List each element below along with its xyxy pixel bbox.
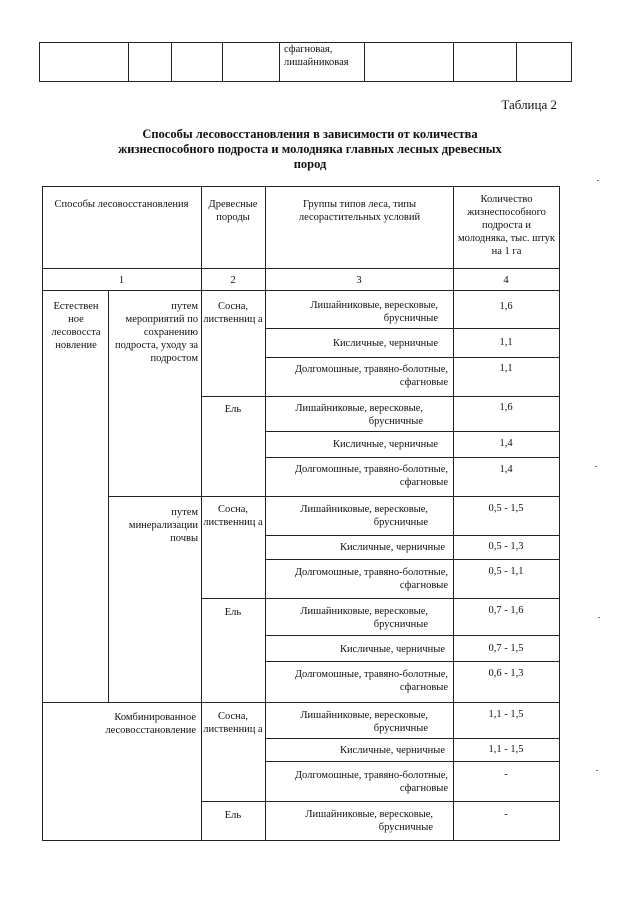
- fragment-cell: [365, 43, 454, 82]
- value-cell: 0,7 - 1,6: [488, 605, 524, 616]
- forest-type-lichen: Лишайниковые, вересковые, брусничные: [300, 606, 428, 630]
- species-spruce: Ель: [224, 404, 242, 415]
- row-line: [265, 457, 560, 458]
- col-number: 2: [230, 275, 236, 286]
- col-number: 3: [356, 275, 362, 286]
- value-cell: 1,4: [499, 464, 513, 475]
- row-line: [265, 559, 560, 560]
- row-line: [265, 738, 560, 739]
- row-line: [201, 598, 560, 599]
- value-cell: 1,4: [499, 438, 513, 449]
- row-line: [201, 801, 560, 802]
- row-line: [201, 396, 560, 397]
- species-pine: Сосна, лиственниц а: [203, 711, 263, 735]
- forest-type-sorrel: Кисличные, черничные: [332, 439, 438, 450]
- table-border-bottom: [42, 840, 560, 841]
- value-cell: 1,6: [499, 402, 513, 413]
- header-methods: Способы лесовосстановления: [54, 199, 189, 210]
- value-cell: -: [504, 809, 508, 820]
- row-line: [265, 328, 560, 329]
- header-species: Древесные породы: [208, 199, 258, 223]
- table-border-right: [559, 186, 560, 841]
- forest-type-sorrel: Кисличные, черничные: [332, 338, 438, 349]
- scan-speck: [596, 770, 598, 771]
- numbers-divider: [42, 290, 560, 291]
- value-cell: 1,1: [499, 337, 513, 348]
- forest-type-longmoss: Долгомошные, травяно-болотные, сфагновые: [294, 669, 448, 693]
- row-line: [42, 702, 560, 703]
- table-caption: Таблица 2: [501, 97, 557, 112]
- subsection-mineralization: путем минерализации почвы: [128, 507, 198, 544]
- row-line: [265, 635, 560, 636]
- subsection-preservation: путем мероприятий по сохранению подроста, уходу за подростом: [114, 301, 198, 364]
- row-line: [265, 431, 560, 432]
- previous-table-fragment: [39, 42, 572, 82]
- forest-type-longmoss: Долгомошные, травяно-болотные, сфагновые: [294, 770, 448, 794]
- value-cell: 0,5 - 1,3: [488, 541, 524, 552]
- table-title: Способы лесовосстановления в зависимости от количества жизнеспособного подроста и молодняка главных лесных древесных пород: [118, 127, 502, 171]
- forest-type-longmoss: Долгомошные, травяно-болотные, сфагновые: [294, 364, 448, 388]
- value-cell: 0,5 - 1,5: [488, 503, 524, 514]
- species-pine: Сосна, лиственниц а: [203, 301, 263, 325]
- scan-speck: [597, 180, 599, 181]
- header-forest-types: Группы типов леса, типы лесорастительных условий: [298, 199, 421, 223]
- forest-type-longmoss: Долгомошные, травяно-болотные, сфагновые: [294, 464, 448, 488]
- species-pine: Сосна, лиственниц а: [203, 504, 263, 528]
- fragment-cell: [223, 43, 280, 82]
- species-spruce: Ель: [224, 810, 242, 821]
- value-cell: 1,1: [499, 363, 513, 374]
- fragment-text-cell: сфагновая, лишайниковая: [280, 43, 365, 82]
- header-divider: [42, 268, 560, 269]
- section-natural: Естествен ное лесовосста новление: [51, 301, 101, 351]
- forest-type-sorrel: Кисличные, черничные: [339, 542, 445, 553]
- forest-type-lichen: Лишайниковые, вересковые, брусничные: [300, 504, 428, 528]
- row-line: [108, 496, 560, 497]
- section-combined: Комбинированное лесовосстановление: [105, 712, 196, 736]
- table-border-top: [42, 186, 560, 187]
- value-cell: 1,6: [499, 301, 513, 312]
- row-line: [265, 761, 560, 762]
- fragment-cell: [40, 43, 129, 82]
- value-cell: -: [504, 769, 508, 780]
- row-line: [265, 661, 560, 662]
- fragment-cell: [517, 43, 572, 82]
- value-cell: 1,1 - 1,5: [488, 709, 524, 720]
- fragment-cell: [172, 43, 223, 82]
- value-cell: 0,7 - 1,5: [488, 643, 524, 654]
- species-spruce: Ель: [224, 607, 242, 618]
- value-cell: 0,5 - 1,1: [488, 566, 524, 577]
- scan-speck: [598, 617, 600, 618]
- col-number: 1: [118, 275, 125, 286]
- forest-type-longmoss: Долгомошные, травяно-болотные, сфагновые: [294, 567, 448, 591]
- fragment-cell: [454, 43, 517, 82]
- forest-type-sorrel: Кисличные, черничные: [339, 745, 445, 756]
- fragment-cell: [129, 43, 172, 82]
- col-number: 4: [503, 275, 509, 286]
- header-quantity: Количество жизнеспособного подроста и молодняка, тыс. штук на 1 га: [457, 194, 556, 257]
- value-cell: 1,1 - 1,5: [488, 744, 524, 755]
- row-line: [265, 535, 560, 536]
- row-line: [265, 357, 560, 358]
- forest-type-lichen: Лишайниковые, вересковые, брусничные: [305, 809, 433, 833]
- value-cell: 0,6 - 1,3: [488, 668, 524, 679]
- forest-type-lichen: Лишайниковые, вересковые, брусничные: [310, 300, 438, 324]
- forest-type-lichen: Лишайниковые, вересковые, брусничные: [295, 403, 423, 427]
- forest-type-sorrel: Кисличные, черничные: [339, 644, 445, 655]
- scan-speck: [595, 466, 597, 467]
- forest-type-lichen: Лишайниковые, вересковые, брусничные: [300, 710, 428, 734]
